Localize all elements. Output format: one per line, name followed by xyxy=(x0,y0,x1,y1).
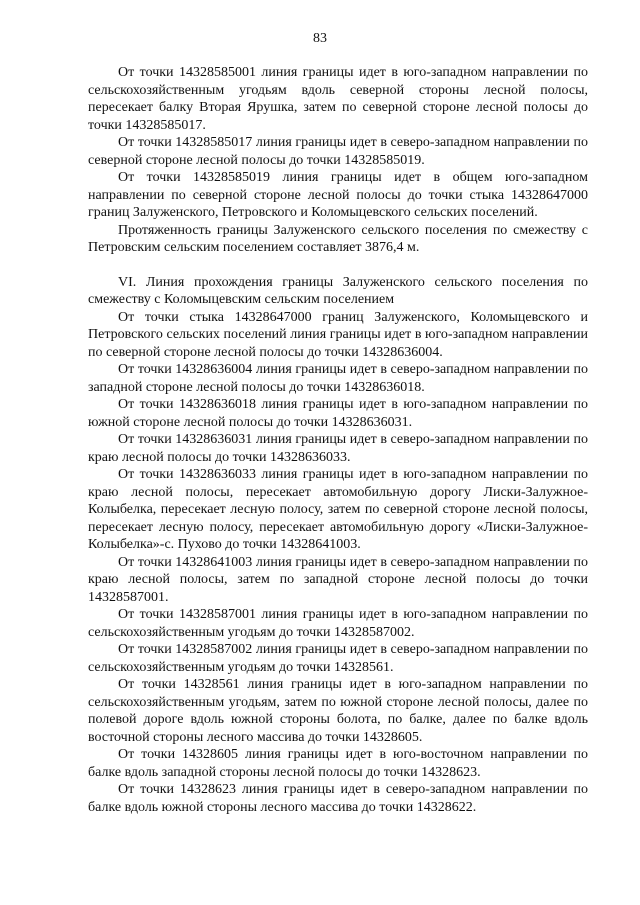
paragraph: От точки 14328641003 линия границы идет в северо-западном направлении по краю лесной полосы, затем по западной стороне лесной полосы до точки 14328587001. xyxy=(88,554,588,605)
paragraph: От точки 14328587002 линия границы идет в северо-западном направлении по сельскохозяйственным угодьям до точки 14328561. xyxy=(88,642,588,675)
paragraph: От точки 14328585019 линия границы идет в общем юго-западном направлении по северной стороне лесной полосы до точки стыка 14328647000 границ Залуженского, Петровского и Коломыцевского сельских поселений. xyxy=(88,170,588,220)
paragraph: От точки 14328585001 линия границы идет в юго-западном направлении по сельскохозяйственным угодьям вдоль северной стороны лесной полосы, пересекает балку Вторая Ярушка, затем по северной стороне лесной полосы до точки 14328585017. xyxy=(88,65,588,133)
paragraph: От точки 14328636031 линия границы идет в северо-западном направлении по краю лесной полосы до точки 14328636033. xyxy=(88,432,588,465)
paragraph: От точки 14328623 линия границы идет в северо-западном направлении по балке вдоль южной стороны лесного массива до точки 14328622. xyxy=(88,782,588,815)
section-heading: VI. Линия прохождения границы Залуженского сельского поселения по смежеству с Коломыцевским сельским поселением xyxy=(88,274,588,307)
paragraph: От точки 14328561 линия границы идет в юго-западном направлении по сельскохозяйственным угодьям, затем по южной стороне лесной полосы, далее по полевой дороге вдоль южной стороны болота, по балке, далее по балке вдоль восточной стороны лесного массива до точки 14328605. xyxy=(88,677,588,745)
paragraph: От точки 14328587001 линия границы идет в юго-западном направлении по сельскохозяйственным угодьям до точки 14328587002. xyxy=(88,607,588,640)
paragraph: От точки 14328605 линия границы идет в юго-восточном направлении по балке вдоль западной стороны лесной полосы до точки 14328623. xyxy=(88,747,588,780)
paragraph: Протяженность границы Залуженского сельского поселения по смежеству с Петровским сельским поселением составляет 3876,4 м. xyxy=(88,222,588,255)
paragraph: От точки 14328636018 линия границы идет в юго-западном направлении по южной стороне лесной полосы до точки 14328636031. xyxy=(88,397,588,430)
paragraph: От точки 14328636004 линия границы идет в северо-западном направлении по западной стороне лесной полосы до точки 14328636018. xyxy=(88,362,588,395)
paragraph: От точки 14328636033 линия границы идет в юго-западном направлении по краю лесной полосы, пересекает автомобильную дорогу Лиски-Залужное-Колыбелка, пересекает лесную полосу, затем по северной стороне лесной полосы, пересекает лесную полосу, пересекает автомобильную дорогу «Лиски-Залужное-Колыбелка»-с. Пухово до точки 14328641003. xyxy=(88,467,588,552)
page-number: 83 xyxy=(313,31,327,46)
document-body xyxy=(88,64,588,816)
paragraph: От точки 14328585017 линия границы идет в северо-западном направлении по северной стороне лесной полосы до точки 14328585019. xyxy=(88,135,588,168)
paragraph: От точки стыка 14328647000 границ Залуженского, Коломыцевского и Петровского сельских поселений линия границы идет в юго-западном направлении по северной стороне лесной полосы до точки 14328636004. xyxy=(88,309,588,360)
